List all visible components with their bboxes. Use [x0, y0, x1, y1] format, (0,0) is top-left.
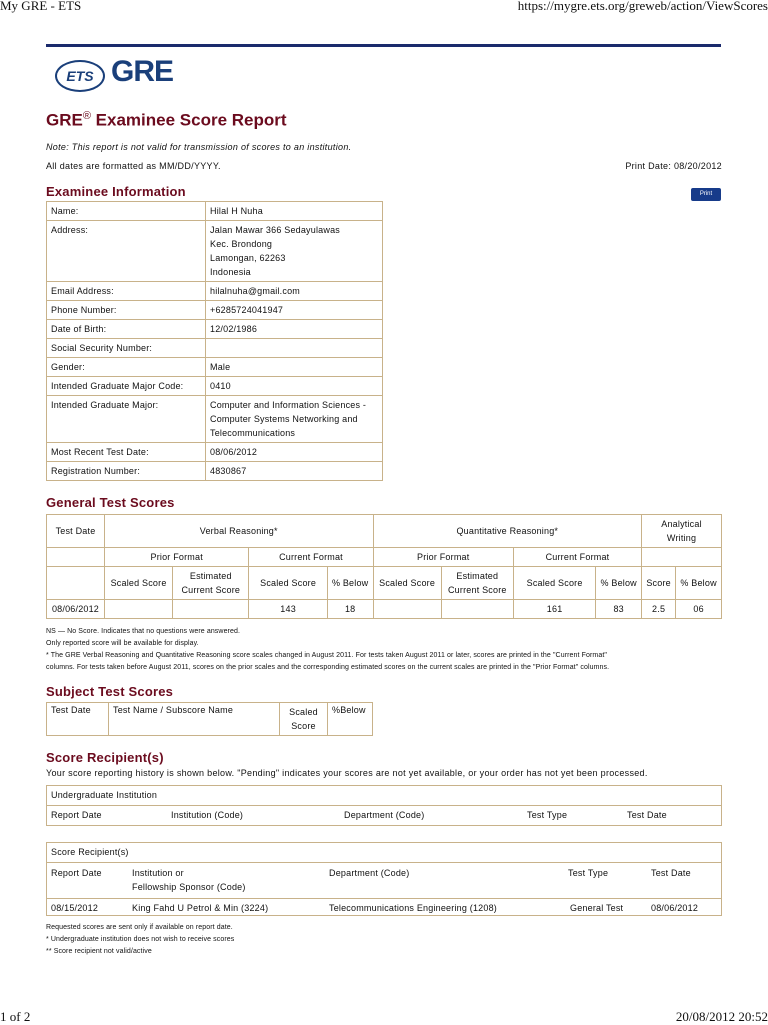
header-bar — [46, 44, 721, 47]
table-row: Report Date Institution (Code) Department (Code) Test Type Test Date — [51, 810, 667, 820]
score-recipients-heading: Score Recipient(s) — [46, 750, 164, 765]
print-date: Print Date: 08/20/2012 — [625, 161, 722, 171]
examinee-heading: Examinee Information — [46, 184, 186, 199]
score-recipient-title: Score Recipient(s) — [47, 843, 721, 863]
table-row: Email Address: hilalnuha@gmail.com — [47, 282, 383, 301]
general-test-heading: General Test Scores — [46, 495, 175, 510]
general-test-footnotes: NS — No Score. Indicates that no questions were answered. Only reported score will be available for display. * The GRE Verbal Reasoning and Quantitative Reasoning score scales changed in August 2011. For tests taken August 2011 or later, scores are printed in the "Current Format" columns. For tests taken before August 2011, scores on the prior scales and the corresponding estimated scores on the current scales are printed in the "Prior Format" columns. — [46, 628, 610, 671]
page-number: 1 of 2 — [0, 1009, 31, 1024]
table-row: Social Security Number: — [47, 339, 383, 358]
table-row: Prior Format Current Format Prior Format Current Format — [47, 548, 722, 567]
recipients-footnotes: Requested scores are sent only if available on report date. * Undergraduate institution does not wish to receive scores ** Score recipient not valid/active — [46, 924, 235, 955]
table-row: Gender: Male — [47, 358, 383, 377]
recipients-intro: Your score reporting history is shown below. "Pending" indicates your scores are not yet available, or your order has not yet been processed. — [46, 768, 648, 778]
gre-logo-text: GRE — [111, 55, 174, 88]
table-row: Registration Number: 4830867 — [47, 462, 383, 481]
table-row: Most Recent Test Date: 08/06/2012 — [47, 443, 383, 462]
table-row: Date of Birth: 12/02/1986 — [47, 320, 383, 339]
validity-note: Note: This report is not valid for transmission of scores to an institution. — [46, 142, 352, 152]
print-timestamp: 20/08/2012 20:52 — [675, 1009, 768, 1024]
browser-url: https://mygre.ets.org/greweb/action/ViewScores — [517, 0, 768, 13]
dates-row — [46, 161, 722, 181]
gre-logo — [55, 55, 185, 94]
examinee-table — [46, 201, 383, 481]
dates-format-note: All dates are formatted as MM/DD/YYYY. — [46, 161, 221, 171]
browser-title: My GRE - ETS — [0, 0, 82, 13]
general-test-table — [46, 514, 722, 619]
table-row: Test Date Test Name / Subscore Name Scaled Score %Below — [47, 703, 373, 736]
table-row: Name: Hilal H Nuha — [47, 202, 383, 221]
table-row: Intended Graduate Major Code: 0410 — [47, 377, 383, 396]
table-row: Address: Jalan Mawar 366 Sedayulawas Kec. Brondong Lamongan, 62263 Indonesia — [47, 221, 383, 282]
subject-test-heading: Subject Test Scores — [46, 684, 174, 699]
undergraduate-institution-title: Undergraduate Institution — [47, 786, 721, 806]
table-row: 08/06/2012 143 18 161 83 2.5 06 — [47, 600, 722, 619]
ets-logo-icon: ETS — [55, 60, 105, 92]
table-row: Scaled Score Estimated Current Score Scaled Score % Below Scaled Score Estimated Current Score Scaled Score % Below Score % Below — [47, 567, 722, 600]
table-row: Phone Number: +6285724041947 — [47, 301, 383, 320]
table-row: Intended Graduate Major: Computer and Information Sciences - Computer Systems Networking and Telecommunications — [47, 396, 383, 443]
report-content — [46, 110, 722, 958]
table-row: Test Date Verbal Reasoning* Quantitative Reasoning* Analytical Writing — [47, 515, 722, 548]
undergraduate-institution-box — [46, 785, 722, 826]
score-recipient-box — [46, 842, 722, 916]
print-button[interactable]: Print — [691, 188, 721, 201]
subject-test-table — [46, 702, 373, 736]
table-row: Report Date Institution or Fellowship Sponsor (Code) Department (Code) Test Type Test Date — [47, 863, 721, 899]
table-row: 08/15/2012 King Fahd U Petrol & Min (3224) Telecommunications Engineering (1208) General Test 08/06/2012 — [51, 903, 699, 913]
page-title: GRE® Examinee Score Report — [46, 110, 287, 130]
